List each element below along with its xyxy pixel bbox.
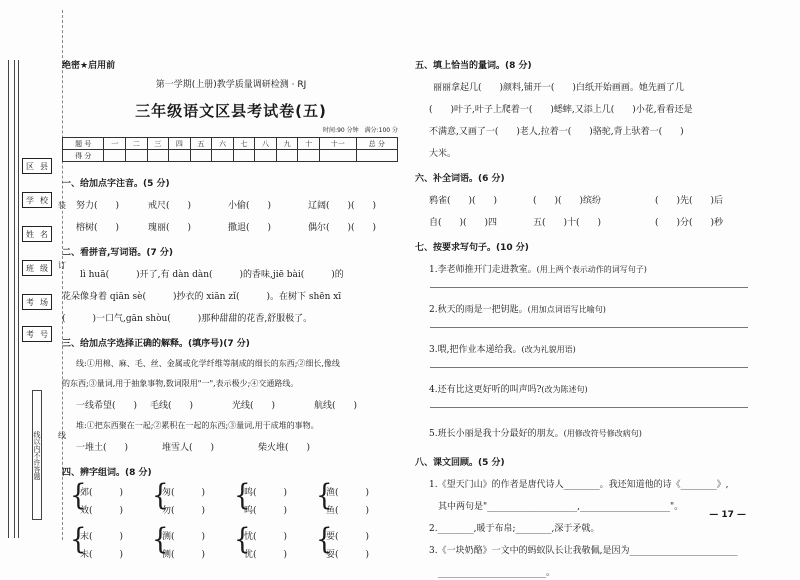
score-input-cell[interactable] (190, 150, 212, 162)
score-cell: 六 (212, 138, 234, 150)
score-cell: 二 (125, 138, 147, 150)
s1-item: 撒退( ) (228, 223, 272, 233)
section-4-title: 四、辨字组词。(8 分) (62, 468, 152, 478)
s1-item: 偶尔( )( ) (308, 223, 377, 233)
s5-line: 丽丽拿起几( )颜料,铺开一( )白纸开始画画。她先画了几 (415, 83, 684, 93)
score-cell: 七 (233, 138, 255, 150)
label-school: 学 校 (22, 192, 52, 208)
side-char-ding: 订 (58, 261, 66, 270)
s3-definition: 线:①用棉、麻、毛、丝、金属或化学纤维等制成的细长的东西;②细长,像线 (76, 359, 340, 368)
s7-item: 2.秋天的雨是一把钥匙。(用加点词语写比喻句) (429, 305, 606, 315)
s3-item: 一线希望( ) (76, 401, 138, 411)
score-input-cell[interactable] (147, 150, 169, 162)
section-8-title: 八、课文回顾。(5 分) (415, 458, 505, 468)
side-char-xian: 线 (58, 431, 66, 440)
s6-row (415, 215, 755, 228)
right-column (415, 58, 755, 578)
label-room: 考 场 (22, 294, 52, 310)
s1-row (62, 198, 400, 211)
s4-pair: { 鸣( ) 呜( ) (234, 479, 288, 516)
score-value-row (63, 150, 398, 162)
page-number: — 17 — (709, 510, 746, 520)
s6-item: 鸦雀( )( ) (429, 196, 498, 206)
s8-line: 其中两句是"____________________,____________________"。 (429, 502, 684, 512)
exam-subtitle: 第一学期(上册)教学质量调研检测 · RJ (155, 80, 307, 90)
score-input-cell[interactable] (255, 150, 277, 162)
score-input-cell[interactable] (104, 150, 126, 162)
s6-item: 自( )( )四 (429, 218, 498, 228)
s4-row (62, 479, 400, 520)
s8-line: ________________________。 (429, 568, 556, 578)
s3-item: 柴火堆( ) (258, 443, 311, 453)
section-2-title: 二、看拼音,写词语。(7 分) (62, 248, 174, 258)
s2-line: lì huā( )开了,有 dàn dàn( )的香味,jiē bài( )的 (62, 270, 344, 280)
score-cell: 总 分 (356, 138, 397, 150)
s8-line: 2.________,暖于布帛;________,深于矛戟。 (429, 524, 600, 534)
score-cell: 十 (298, 138, 320, 150)
score-input-cell[interactable] (298, 150, 320, 162)
left-column (62, 58, 400, 564)
s1-item: 瑰丽( ) (148, 223, 192, 233)
s8-line: 1.《望天门山》的作者是唐代诗人________。我还知道他的诗《________》, (429, 480, 729, 490)
answer-line[interactable] (430, 367, 748, 368)
answer-line[interactable] (430, 407, 748, 408)
s4-pair: { 郊( ) 效( ) (70, 479, 124, 516)
score-cell: 四 (169, 138, 191, 150)
s4-pair: { 测( ) 侧( ) (152, 523, 206, 560)
s3-item: 堆雪人( ) (162, 443, 215, 453)
s4-pair: { 末( ) 未( ) (70, 523, 124, 560)
s7-item: 1.李老师推开门走进教室。(用上两个表示动作的词写句子) (429, 265, 647, 275)
side-char-zhuang: 装 (58, 201, 66, 210)
section-5-title: 五、填上恰当的量词。(8 分) (415, 61, 532, 71)
section-1-title: 一、给加点字注音。(5 分) (62, 179, 170, 189)
s6-item: ( )分( )秒 (655, 218, 724, 228)
s3-definition: 堆:①把东西聚在一起;②累积在一起的东西;③量词,用于成堆的事物。 (76, 421, 319, 430)
score-cell: 得 分 (63, 150, 104, 162)
score-cell: 三 (147, 138, 169, 150)
score-input-cell[interactable] (212, 150, 234, 162)
s6-item: ( )先( )后 (655, 196, 724, 206)
s5-line: 不满意,又画了一( )老人,拉着一( )骆驼,背上驮着一( ) (429, 127, 684, 137)
s7-item: 5.班长小丽是我十分最好的朋友。(用修改符号修改病句) (429, 429, 642, 439)
score-table (62, 137, 398, 162)
section-7-title: 七、按要求写句子。(10 分) (415, 243, 529, 253)
score-cell: 九 (276, 138, 298, 150)
s4-pair: { 渔( ) 鱼( ) (316, 479, 370, 516)
label-number: 考 号 (22, 326, 52, 342)
s5-line: 大米。 (429, 149, 457, 159)
s2-line: ( )一口气,gān shòu( )那种甜甜的花香,舒服极了。 (62, 314, 313, 324)
score-cell: 八 (255, 138, 277, 150)
s4-pair: { 要( ) 耍( ) (316, 523, 370, 560)
score-cell: 一 (104, 138, 126, 150)
s3-item: 一堆土( ) (76, 443, 129, 453)
s1-row (62, 220, 400, 233)
s2-line: 花朵像身着 qiān sè( )抄衣的 xiān zǐ( )。在树下 shēn xī (62, 292, 342, 302)
s4-pair: { 忧( ) 优( ) (234, 523, 288, 560)
score-input-cell[interactable] (233, 150, 255, 162)
score-header-row (63, 138, 398, 150)
score-cell: 十一 (319, 138, 356, 150)
s4-pair: { 匆( ) 勿( ) (152, 479, 206, 516)
score-input-cell[interactable] (319, 150, 356, 162)
label-class: 班 级 (22, 260, 52, 276)
score-input-cell[interactable] (276, 150, 298, 162)
s8-line: 3.《一块奶酪》一文中的蚂蚁队长让我敬佩,是因为________________________ (429, 546, 738, 556)
score-input-cell[interactable] (169, 150, 191, 162)
s6-row (415, 193, 755, 206)
label-name: 姓 名 (22, 226, 52, 242)
time-score-info: 时间:90 分钟 满分:100 分 (323, 127, 398, 134)
s6-item: 五( )十( ) (533, 218, 602, 228)
binding-strip (8, 60, 66, 538)
s3-item: 毛线( ) (150, 401, 194, 411)
s3-item: 光线( ) (232, 401, 276, 411)
s3-definition: 的东西;③量词,用于抽象事物,数词限用"一",表示极少;④交通路线。 (62, 379, 299, 388)
s7-item: 4.还有比这更好听的叫声吗?(改为陈述句) (429, 385, 588, 395)
s1-item: 榕树( ) (76, 223, 120, 233)
answer-line[interactable] (430, 327, 748, 328)
s6-item: ( )( )缤纷 (533, 196, 602, 206)
strip-line (8, 60, 9, 538)
exam-title: 三年级语文区县考试卷(五) (135, 102, 327, 120)
s7-item: 3.喂,把作业本递给我。(改为礼貌用语) (429, 345, 576, 355)
strip-line (18, 60, 19, 538)
seal-notice: 线以内不许答题 (32, 390, 42, 520)
section-3-title: 三、给加点字选择正确的解释。(填序号)(7 分) (62, 339, 250, 349)
s4-row (62, 523, 400, 564)
s1-item: 辽阔( )( ) (308, 201, 377, 211)
section-6-title: 六、补全词语。(6 分) (415, 174, 505, 184)
label-district: 区 县 (22, 158, 52, 174)
score-cell: 题 号 (63, 138, 104, 150)
strip-line (14, 60, 15, 538)
answer-line[interactable] (430, 287, 748, 288)
s3-item: 航线( ) (314, 401, 358, 411)
s1-item: 戒尺( ) (148, 201, 192, 211)
score-input-cell[interactable] (125, 150, 147, 162)
score-cell: 五 (190, 138, 212, 150)
s1-item: 小偷( ) (228, 201, 272, 211)
secret-mark: 绝密★启用前 (62, 61, 116, 71)
s3-row (62, 398, 400, 411)
score-input-cell[interactable] (356, 150, 397, 162)
s1-item: 努力( ) (76, 201, 120, 211)
s3-row (62, 440, 400, 453)
s5-line: ( )叶子,叶子上爬着一( )蟋蟀,又添上几( )小花,看看还是 (429, 105, 693, 115)
